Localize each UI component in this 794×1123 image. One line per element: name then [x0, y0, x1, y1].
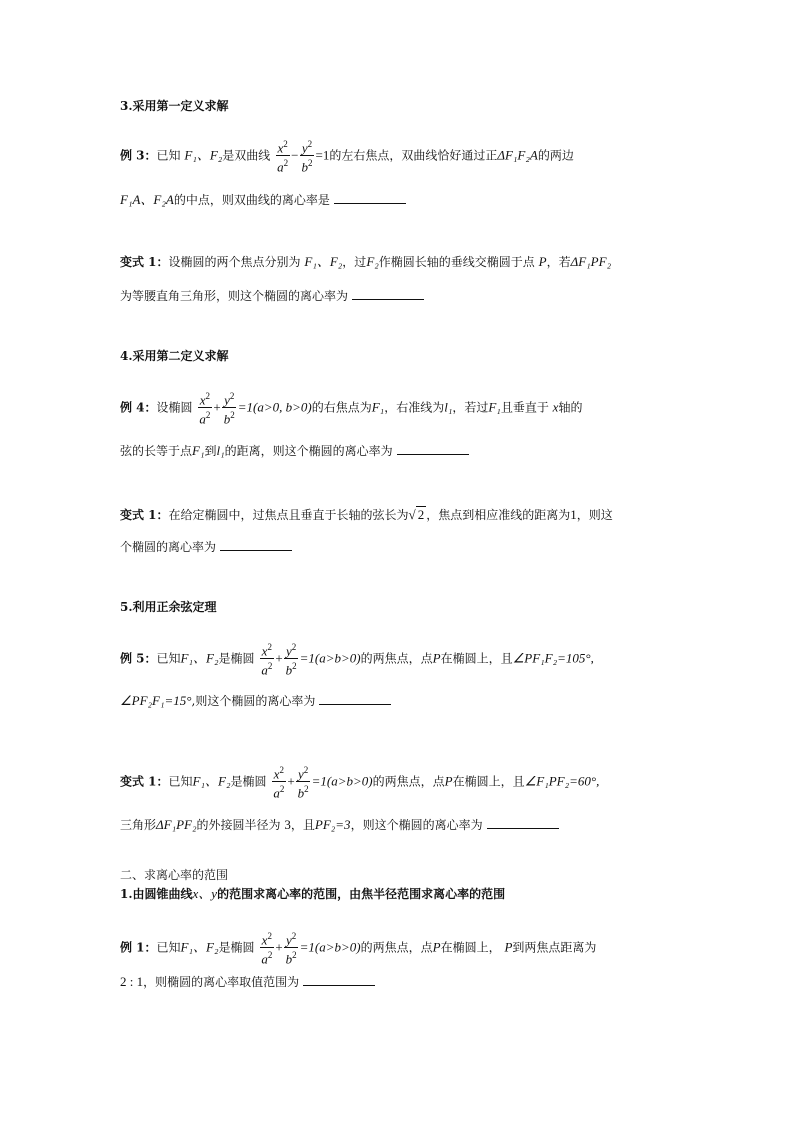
math-angle: ∠PF₂F₁=15°	[120, 693, 192, 708]
math-cond: =1(a>0, b>0)	[237, 399, 312, 415]
answer-blank[interactable]	[334, 191, 406, 204]
math-l1: l₁	[444, 399, 453, 415]
math-p: P	[432, 650, 441, 666]
text: 的外接圆半径为	[196, 818, 281, 832]
text: 轴的	[558, 400, 583, 415]
text: 已知	[156, 940, 181, 955]
text: 的两焦点，点	[372, 774, 445, 789]
text: 的距离，则这个椭圆的离心率为	[224, 444, 393, 458]
text: 在椭圆上，	[440, 940, 501, 955]
variant-3-line-1	[120, 252, 611, 272]
text: 的右焦点为	[311, 400, 372, 415]
text: 是椭圆	[230, 774, 267, 789]
variant-label: 变式 1：	[120, 774, 169, 789]
text: 弦的长等于点	[120, 444, 193, 458]
frac-y2-b2: $\frac{y^2}{b^2}$	[285, 931, 297, 967]
math-f2: F₂	[366, 254, 379, 269]
math-p: P	[432, 939, 441, 955]
math-f1: F₁	[488, 399, 501, 415]
text: 在椭圆上，且	[452, 774, 525, 789]
text: 1.由圆锥曲线	[120, 887, 193, 901]
text: 的两边	[537, 148, 574, 163]
math-eq: =1	[315, 147, 330, 163]
text: ,则这个椭圆的离心率为	[191, 694, 316, 708]
frac-x2-a2: $\frac{x^2}{a^2}$	[273, 765, 285, 801]
range-example-line-2	[120, 972, 375, 992]
text: 的两焦点，点	[360, 651, 433, 666]
text: 到两焦点距离为	[512, 940, 597, 955]
text: 在给定椭圆中，过焦点且垂直于长轴的弦长为	[168, 508, 409, 522]
math-f1: F₁	[192, 443, 205, 458]
example-5-line-1: 例 5：已知F₁、F₂是椭圆 $\frac{x^2}{a^2}$ + $\frac{y^2}{b^2}$ =1(a>b>0)的两焦点，点P在椭圆上，且∠PF₁F₂=105°,	[120, 642, 594, 678]
text: 是椭圆	[218, 940, 255, 955]
math-one: 1	[570, 507, 577, 522]
math-f1f2: F₁、F₂	[180, 650, 219, 666]
math-cond: =1(a>b>0)	[299, 650, 361, 666]
text: 是椭圆	[218, 651, 255, 666]
variant-5-line-1: 变式 1：已知F₁、F₂是椭圆 $\frac{x^2}{a^2}$ + $\frac{y^2}{b^2}$ =1(a>b>0)的两焦点，点P在椭圆上，且∠F₁PF₂=60°,	[120, 765, 600, 801]
text: 设椭圆	[156, 400, 193, 415]
example-4-line-1: 例 4：设椭圆 $\frac{x^2}{a^2}$ + $\frac{y^2}{b^2}$ =1(a>0, b>0)的右焦点为F₁，右准线为l₁，若过F₁且垂直于 x轴的	[120, 391, 583, 427]
math-sides: F₁A、F₂A	[120, 192, 174, 207]
text: 到	[204, 444, 217, 458]
text: ，焦点到相应准线的距离为	[426, 508, 571, 522]
math-f1: F₁	[371, 399, 385, 415]
range-subheading	[120, 884, 505, 904]
example-4-line-2	[120, 441, 469, 461]
math-l1: l₁	[216, 443, 225, 458]
math-p: P	[538, 254, 547, 269]
answer-blank[interactable]	[397, 442, 469, 455]
variant-3-line-2	[120, 286, 424, 306]
text: ，若过	[452, 400, 489, 415]
text: ，若	[546, 255, 571, 269]
frac-x2-a2: $\frac{x^2}{a^2}$	[277, 139, 289, 175]
text: 的两焦点，点	[360, 940, 433, 955]
frac-x2-a2: $\frac{x^2}{a^2}$	[261, 642, 273, 678]
math-angle: ∠F₁PF₂=60°,	[524, 773, 600, 789]
math-angle: ∠PF₁F₂=105°,	[512, 650, 594, 666]
frac-y2-b2: $\frac{y^2}{b^2}$	[223, 391, 235, 427]
text: 已知	[156, 148, 181, 163]
example-3-label: 例 3：	[120, 148, 157, 163]
math-pf2: PF₂=3	[314, 817, 351, 832]
text: ，则椭圆的离心率取值范围为	[143, 975, 300, 989]
math-three: 3	[284, 817, 291, 832]
math-f1f2: F₁、F₂	[304, 254, 343, 269]
math-f1f2: F₁、F₂	[184, 147, 223, 163]
variant-label: 变式 1：	[120, 508, 169, 522]
variant-4-line-2	[120, 537, 292, 557]
text: 的中点，则双曲线的离心率是	[173, 193, 330, 207]
math-x: x	[552, 399, 559, 415]
math-cond: =1(a>b>0)	[311, 773, 373, 789]
section-4-heading: 4.采用第二定义求解	[120, 349, 229, 363]
text: 是双曲线	[222, 148, 271, 163]
text: ，则这	[576, 508, 613, 522]
example-3-line-2	[120, 190, 406, 210]
math-f1f2: F₁、F₂	[192, 773, 231, 789]
text: 且垂直于	[500, 400, 549, 415]
frac-y2-b2: $\frac{y^2}{b^2}$	[301, 139, 313, 175]
variant-label: 变式 1：	[120, 255, 169, 269]
text: ，过	[342, 255, 367, 269]
answer-blank[interactable]	[220, 538, 292, 551]
frac-y2-b2: $\frac{y^2}{b^2}$	[285, 642, 297, 678]
math-triangle: ΔF₁PF₂	[156, 817, 197, 832]
section-5-heading: 5.利用正余弦定理	[120, 600, 217, 614]
math-ratio: 2 : 1	[120, 974, 144, 989]
text: ，则这个椭圆的离心率为	[350, 818, 483, 832]
example-5-line-2	[120, 691, 391, 711]
math-triangle: ΔF₁PF₂	[570, 254, 612, 269]
example-4-label: 例 4：	[120, 400, 157, 415]
math-triangle: ΔF₁F₂A	[497, 147, 538, 163]
answer-blank[interactable]	[319, 692, 391, 705]
text: 三角形	[120, 818, 157, 832]
text: 的范围求离心率的范围，由焦半径范围求离心率的范围	[217, 887, 506, 901]
sqrt-2: √ 2	[408, 507, 425, 522]
text: ，右准线为	[384, 400, 445, 415]
math-p: P	[444, 773, 453, 789]
text: 作椭圆长轴的垂线交椭圆于点	[378, 255, 535, 269]
text: 个椭圆的离心率为	[120, 540, 217, 554]
math-xy: x、y	[192, 886, 218, 901]
example-3-line-1: 例 3：已知 F₁、F₂是双曲线 $\frac{x^2}{a^2}$ − $\frac{y^2}{b^2}$ =1的左右焦点，双曲线恰好通过正ΔF₁F₂A的两边	[120, 139, 574, 175]
variant-5-line-2	[120, 815, 559, 835]
frac-x2-a2: $\frac{x^2}{a^2}$	[261, 931, 273, 967]
text: 已知	[168, 774, 193, 789]
text: 已知	[156, 651, 181, 666]
math-p: P	[504, 939, 513, 955]
text: 在椭圆上，且	[440, 651, 513, 666]
variant-4-line-1	[120, 505, 613, 525]
text: 为等腰直角三角形，则这个椭圆的离心率为	[120, 289, 349, 303]
math-f1f2: F₁、F₂	[180, 939, 219, 955]
range-heading: 二、求离心率的范围	[120, 868, 229, 882]
text: ，且	[290, 818, 315, 832]
example-1-label: 例 1：	[120, 940, 157, 955]
range-example-line-1: 例 1：已知F₁、F₂是椭圆 $\frac{x^2}{a^2}$ + $\frac{y^2}{b^2}$ =1(a>b>0)的两焦点，点P在椭圆上， P到两焦点距离为	[120, 931, 597, 967]
answer-blank[interactable]	[352, 287, 424, 300]
text: 的左右焦点，双曲线恰好通过正	[329, 148, 498, 163]
answer-blank[interactable]	[487, 816, 559, 829]
answer-blank[interactable]	[303, 973, 375, 986]
example-5-label: 例 5：	[120, 651, 157, 666]
section-3-heading: 3.采用第一定义求解	[120, 99, 229, 113]
frac-x2-a2: $\frac{x^2}{a^2}$	[199, 391, 211, 427]
math-cond: =1(a>b>0)	[299, 939, 361, 955]
text: 设椭圆的两个焦点分别为	[168, 255, 301, 269]
frac-y2-b2: $\frac{y^2}{b^2}$	[297, 765, 309, 801]
